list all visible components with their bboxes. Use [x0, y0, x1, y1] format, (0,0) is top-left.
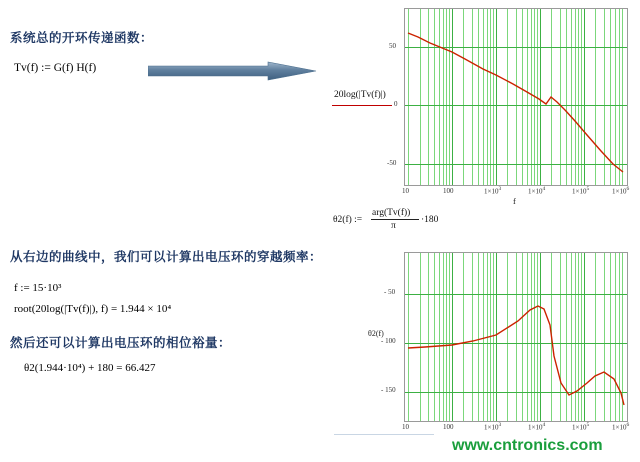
- formula-f-assign: f := 15·10³: [14, 282, 62, 294]
- magnitude-ytick-50: 50: [389, 42, 396, 50]
- phase-ytick-neg150: - 150: [381, 386, 396, 394]
- phase-xtick-1e5: $1\times 10^5$: [572, 422, 590, 432]
- heading-crossover-frequency: 从右边的曲线中，我们可以计算出电压环的穿越频率：: [10, 249, 323, 264]
- magnitude-xtick-10: 10: [402, 187, 409, 195]
- magnitude-curve: [405, 9, 627, 185]
- label-magnitude-expression: 20log(|Tv(f)|): [334, 90, 386, 100]
- phase-ytick-neg100: - 100: [381, 337, 396, 345]
- phase-xtick-1e3: $1\times 10^3$: [484, 422, 502, 432]
- theta-fraction-bar: [371, 219, 419, 220]
- decorative-baseline: [334, 434, 434, 435]
- magnitude-ytick-neg50: -50: [387, 159, 397, 167]
- phase-yaxis-name: θ2(f): [368, 329, 384, 338]
- phase-xtick-100: 100: [443, 423, 454, 431]
- magnitude-xtick-1e6: $1\times 10^6$: [612, 186, 630, 196]
- phase-plot: [404, 252, 628, 422]
- label-theta-denominator: π: [391, 221, 396, 231]
- formula-tv: Tv(f) := G(f) H(f): [14, 62, 97, 74]
- formula-phase-margin-result: θ2(1.944·10⁴) + 180 = 66.427: [24, 362, 156, 374]
- arrow-graphic: [148, 60, 318, 84]
- phase-xtick-1e6: $1\times 10^6$: [612, 422, 630, 432]
- magnitude-xtick-1e5: $1\times 10^5$: [572, 186, 590, 196]
- magnitude-xtick-100: 100: [443, 187, 454, 195]
- label-theta-lhs: θ2(f) :=: [333, 215, 363, 225]
- heading-phase-margin: 然后还可以计算出电压环的相位裕量：: [10, 335, 232, 350]
- magnitude-plot-area: [405, 9, 627, 185]
- phase-plot-area: [405, 253, 627, 421]
- formula-root-result: root(20log(|Tv(f)|), f) = 1.944 × 10⁴: [14, 303, 172, 315]
- magnitude-plot: [404, 8, 628, 186]
- phase-xtick-10: 10: [402, 423, 409, 431]
- magnitude-underline: [332, 105, 392, 106]
- label-theta-tail: ·180: [421, 215, 439, 225]
- phase-ytick-neg50: - 50: [384, 288, 396, 296]
- magnitude-ytick-0: 0: [394, 100, 398, 108]
- heading-open-loop-transfer: 系统总的开环传递函数：: [10, 30, 154, 45]
- label-theta-numerator: arg(Tv(f)): [372, 208, 411, 218]
- magnitude-xtick-1e3: $1\times 10^3$: [484, 186, 502, 196]
- phase-curve: [405, 253, 627, 421]
- magnitude-xaxis-name: f: [513, 196, 516, 206]
- phase-xtick-1e4: $1\times 10^4$: [528, 422, 546, 432]
- site-watermark: www.cntronics.com: [452, 437, 603, 454]
- magnitude-xtick-1e4: $1\times 10^4$: [528, 186, 546, 196]
